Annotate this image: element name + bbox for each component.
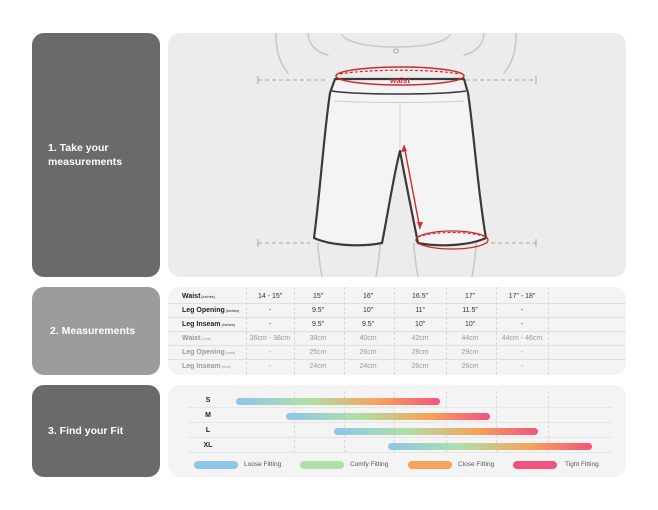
- fit-row-xl: [168, 439, 626, 453]
- table-cell: -: [520, 349, 524, 356]
- row-unit: (cms): [221, 365, 232, 369]
- row-unit: (cms): [201, 337, 211, 341]
- table-cell: 26cm: [411, 363, 429, 370]
- row-label: Waist: [182, 335, 201, 342]
- table-cell: 26cm: [461, 363, 479, 370]
- table-cell: 10”: [414, 321, 426, 328]
- table-cell: 11.5”: [462, 307, 478, 314]
- legend-label: Comfy Fitting: [350, 461, 389, 468]
- step-3-panel: [32, 385, 160, 477]
- table-row: [168, 290, 626, 304]
- shorts-illustration: [168, 33, 626, 277]
- table-cell: 10”: [464, 321, 476, 328]
- size-label: XL: [203, 442, 213, 449]
- table-cell: 44cm - 46cm: [501, 335, 543, 342]
- table-cell: 24cm: [359, 363, 377, 370]
- table-cell: 10”: [362, 307, 374, 314]
- table-cell: 36cm - 38cm: [249, 335, 291, 342]
- table-cell: -: [268, 321, 272, 328]
- step-3-label: 3. Find your Fit: [48, 425, 124, 437]
- table-cell: -: [520, 307, 524, 314]
- table-cell: 38cm: [309, 335, 327, 342]
- table-row: [168, 304, 626, 318]
- row-label: Leg Inseam: [182, 321, 221, 328]
- size-label: S: [205, 397, 211, 404]
- fit-row-s: [168, 394, 626, 408]
- table-cell: -: [268, 307, 272, 314]
- fit-row-l: [168, 424, 626, 438]
- table-row: [168, 318, 626, 332]
- row-unit: (inches): [221, 323, 236, 327]
- fit-range-bar-xl: [388, 443, 592, 450]
- table-cell: 25cm: [309, 349, 327, 356]
- row-label: Waist: [182, 293, 201, 300]
- step-1-panel: [32, 33, 160, 277]
- table-cell: -: [520, 363, 524, 370]
- table-cell: 42cm: [411, 335, 429, 342]
- table-cell: 17”: [464, 293, 476, 300]
- navel: [394, 49, 399, 53]
- table-cell: 24cm: [309, 363, 327, 370]
- table-cell: 15”: [312, 293, 324, 300]
- legend-label: Loose Fitting: [244, 461, 282, 468]
- table-cell: 14 - 15”: [257, 293, 283, 300]
- waist-label: waist: [389, 76, 411, 85]
- table-cell: -: [268, 363, 272, 370]
- row-label: Leg Opening: [182, 307, 225, 314]
- row-label: Leg Opening: [182, 349, 225, 356]
- table-cell: 44cm: [461, 335, 479, 342]
- table-cell: 9.5”: [311, 307, 325, 314]
- table-cell: 29cm: [461, 349, 479, 356]
- step-2-panel: [32, 287, 160, 375]
- measurement-table: [168, 287, 626, 375]
- table-row: [168, 346, 626, 360]
- table-row: [168, 360, 626, 374]
- table-cell: -: [268, 349, 272, 356]
- fit-range-bar-l: [334, 428, 538, 435]
- table-cell: 9.5”: [311, 321, 325, 328]
- legend-swatch: [300, 461, 344, 469]
- row-label: Leg Inseam: [182, 363, 221, 370]
- measurement-illustration-panel: [168, 33, 626, 277]
- step-2-label: 2. Measurements: [50, 325, 136, 337]
- step-1-label: 1. Take your measurements: [48, 142, 123, 168]
- legend-swatch: [408, 461, 452, 469]
- table-cell: 11”: [415, 307, 425, 314]
- table-cell: -: [520, 321, 524, 328]
- fit-range-bar-s: [236, 398, 440, 405]
- size-label: M: [205, 412, 211, 419]
- legend-swatch: [194, 461, 238, 469]
- row-unit: (cms): [225, 351, 236, 355]
- table-cell: 26cm: [359, 349, 377, 356]
- legend-label: Close Fitting: [458, 461, 495, 468]
- fit-row-m: [168, 409, 626, 423]
- table-cell: 16.5”: [412, 293, 428, 300]
- fit-chart: [168, 385, 626, 477]
- table-cell: 40cm: [359, 335, 377, 342]
- row-unit: (inches): [201, 295, 215, 299]
- row-unit: (inches): [225, 309, 240, 313]
- table-cell: 9.5”: [361, 321, 375, 328]
- table-row: [168, 332, 626, 346]
- table-cell: 17” - 18”: [508, 293, 536, 300]
- fit-range-bar-m: [286, 413, 490, 420]
- legend-swatch: [513, 461, 557, 469]
- table-cell: 28cm: [411, 349, 429, 356]
- table-cell: 16”: [362, 293, 374, 300]
- legend-label: Tight Fitting: [565, 461, 599, 468]
- size-label: L: [205, 427, 211, 434]
